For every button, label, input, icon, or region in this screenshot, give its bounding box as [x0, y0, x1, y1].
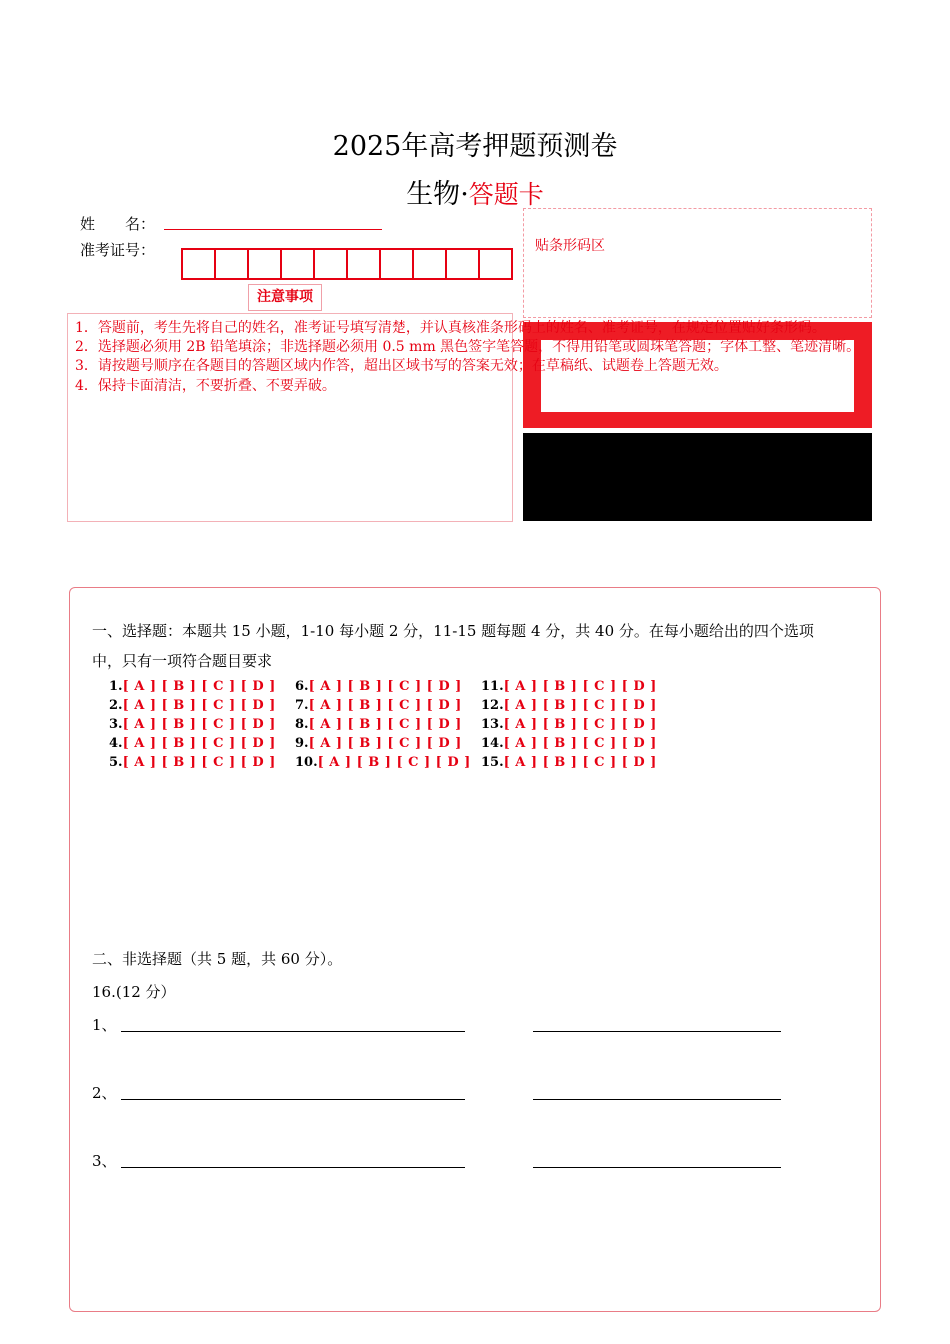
choice-row[interactable]: 11.[ A ] [ B ] [ C ] [ D ] [481, 679, 657, 694]
choice-row[interactable]: 3.[ A ] [ B ] [ C ] [ D ] [109, 717, 276, 732]
id-number-boxes[interactable] [181, 248, 513, 280]
choice-column [295, 677, 471, 772]
choice-row[interactable]: 1.[ A ] [ B ] [ C ] [ D ] [109, 679, 276, 694]
choice-row[interactable]: 9.[ A ] [ B ] [ C ] [ D ] [295, 736, 462, 751]
choice-row[interactable]: 8.[ A ] [ B ] [ C ] [ D ] [295, 717, 462, 732]
choice-row[interactable]: 15.[ A ] [ B ] [ C ] [ D ] [481, 755, 657, 770]
id-digit-box[interactable] [414, 250, 447, 278]
answer-line[interactable] [533, 1167, 781, 1168]
subject-title [0, 172, 950, 211]
answer-line[interactable] [533, 1031, 781, 1032]
section1-title [92, 616, 862, 676]
choice-column [109, 677, 276, 772]
section1-title-line: 一、选择题：本题共 15 小题，1-10 每小题 2 分，11-15 题每题 4 分，共 40 分。在每小题给出的四个选项 [92, 622, 814, 640]
id-digit-box[interactable] [348, 250, 381, 278]
blank-label: 2、 [92, 1084, 117, 1102]
notice-item: 1．答题前，考生先将自己的姓名，准考证号填写清楚，并认真核准条形码上的姓名、准考证号，在规定位置贴好条形码。 [75, 320, 826, 336]
section1-title-line: 中，只有一项符合题目要求 [92, 652, 273, 670]
choice-row[interactable]: 5.[ A ] [ B ] [ C ] [ D ] [109, 755, 276, 770]
notice-item: 3．请按题号顺序在各题目的答题区域内作答，超出区域书写的答案无效；在草稿纸、试题卷上答题无效。 [75, 358, 728, 375]
id-digit-box[interactable] [447, 250, 480, 278]
id-digit-box[interactable] [183, 250, 216, 278]
id-label: 准考证号： [80, 241, 156, 259]
choice-row[interactable]: 14.[ A ] [ B ] [ C ] [ D ] [481, 736, 657, 751]
question-16-label: 16.(12 分） [92, 983, 176, 1001]
name-label: 姓 名： [80, 215, 156, 233]
page-title: 2025年高考押题预测卷 [332, 131, 618, 162]
choice-row[interactable]: 13.[ A ] [ B ] [ C ] [ D ] [481, 717, 657, 732]
choice-row[interactable]: 12.[ A ] [ B ] [ C ] [ D ] [481, 698, 657, 713]
notice-title: 注意事项 [248, 284, 322, 311]
blank-label: 3、 [92, 1152, 117, 1170]
answer-line[interactable] [121, 1099, 465, 1100]
answer-card-label: 答题卡 [468, 180, 544, 209]
id-digit-box[interactable] [249, 250, 282, 278]
id-digit-box[interactable] [282, 250, 315, 278]
id-digit-box[interactable] [315, 250, 348, 278]
choice-row[interactable]: 4.[ A ] [ B ] [ C ] [ D ] [109, 736, 276, 751]
section2-title: 二、非选择题（共 5 题，共 60 分）。 [92, 950, 343, 968]
answer-line[interactable] [121, 1167, 465, 1168]
notice-list [75, 319, 860, 396]
choice-row[interactable]: 6.[ A ] [ B ] [ C ] [ D ] [295, 679, 462, 694]
id-digit-box[interactable] [480, 250, 511, 278]
notice-item: 2．选择题必须用 2B 铅笔填涂；非选择题必须用 0.5 mm 黑色签字笔答题，不得用铅笔或圆珠笔答题；字体工整、笔迹清晰。 [75, 339, 861, 356]
choice-row[interactable]: 2.[ A ] [ B ] [ C ] [ D ] [109, 698, 276, 713]
choice-row[interactable]: 10.[ A ] [ B ] [ C ] [ D ] [295, 755, 471, 770]
answer-line[interactable] [121, 1031, 465, 1032]
barcode-label: 贴条形码区 [535, 238, 605, 254]
choice-row[interactable]: 7.[ A ] [ B ] [ C ] [ D ] [295, 698, 462, 713]
notice-item: 4．保持卡面清洁，不要折叠、不要弄破。 [75, 377, 336, 394]
id-digit-box[interactable] [381, 250, 414, 278]
black-marker-block [523, 433, 872, 521]
id-digit-box[interactable] [216, 250, 249, 278]
name-input-line[interactable] [164, 229, 382, 230]
choice-column [481, 677, 657, 772]
subject-name: 生物 [406, 179, 461, 210]
answer-line[interactable] [533, 1099, 781, 1100]
title-separator: · [460, 179, 469, 210]
barcode-area [523, 208, 872, 318]
blank-label: 1、 [92, 1016, 117, 1034]
